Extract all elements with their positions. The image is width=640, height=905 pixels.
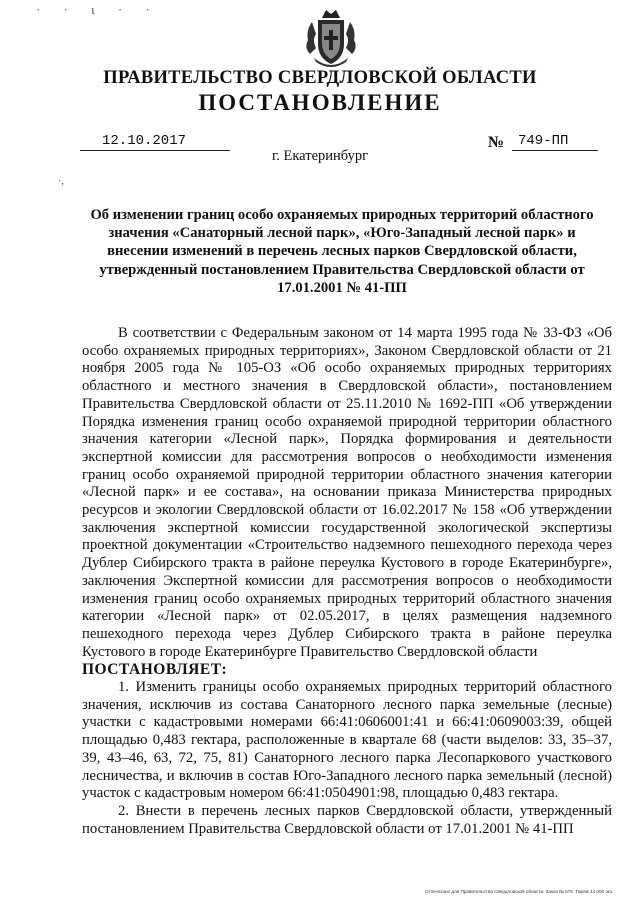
city: г. Екатеринбург (271, 148, 369, 164)
number-sign: № (488, 134, 505, 151)
item-1-paragraph: 1. Изменить границы особо охраняемых природных территорий областного значения, исключив из состава Санаторного лесного парка земельные (лесные) участки с кадастровыми номерами 66:41:0606001:41 и 66:41:0609003:39, общей площадью 0,483 гектара, расположенные в квартале 68 (части выделов: 33, 35–37, 39, 43–46, 63, 72, 75, 81) Санаторного лесного парка Лесопаркового участкового лесничества, и включив в состав Юго-Западного лесного парка земельный (лесной) участок с кадастровым номером 66:41:0504901:98, площадью 0,483 гектара. (82, 679, 612, 802)
print-footer: Отпечатано для Правительства Свердловской области. Заказ № 575. Тираж 14 000 экз. (425, 889, 614, 894)
document-date: 12.10.2017 (102, 133, 187, 149)
item-2-paragraph: 2. Внести в перечень лесных парков Свердловской области, утвержденный постановлением Правительства Свердловской области от 17.01.2001 № 41-ПП (82, 802, 612, 837)
coat-of-arms-icon (302, 8, 360, 70)
government-name: ПРАВИТЕЛЬСТВО СВЕРДЛОВСКОЙ ОБЛАСТИ (103, 68, 537, 88)
document-number: 749-ПП (518, 133, 569, 149)
margin-tick: ·, (58, 176, 64, 187)
resolves-heading: ПОСТАНОВЛЯЕТ: (82, 661, 228, 679)
margin-marks: · · ι · · (36, 2, 160, 17)
document-type: ПОСТАНОВЛЕНИЕ (198, 90, 442, 115)
document-title: Об изменении границ особо охраняемых природных территорий областного значения «Санаторный лесной парк», «Юго-Западный лесной парк» и внесении изменений в перечень лесных парков Свердловской области, утвержденный постановлением Правительства Свердловской области от 17.01.2001 № 41-ПП (90, 207, 594, 296)
preamble-paragraph: В соответствии с Федеральным законом от 14 марта 1995 года № 33-ФЗ «Об особо охраняемых природных территориях», Законом Свердловской области от 21 ноября 2005 года № 105-ОЗ «Об особо охраняемых природных территориях областного и местного значения в Свердловской области», постановлением Правительства Свердловской области от 25.11.2010 № 1692-ПП «Об утверждении Порядка изменения границ особо охраняемой природной территории областного значения категории «Лесной парк», Порядка формирования и деятельности экспертной комиссии для рассмотрения вопросов о необходимости изменения границ особо охраняемой природной территории областного значения категории «Лесной парк» и ее состава», на основании приказа Министерства природных ресурсов и экологии Свердловской области от 16.02.2017 № 158 «Об утверждении заключения экспертной комиссии государственной экологической экспертизы проектной документации «Строительство надземного пешеходного перехода через Дублер Сибирского тракта в районе переулка Кустового в городе Екатеринбурге», заключения Экспертной комиссии для рассмотрения вопросов о необходимости изменения границ особо охраняемых природных территорий областного значения категории «Лесной парк» от 02.05.2017, в целях размещения надземного пешеходного перехода через Дублер Сибирского тракта в районе переулка Кустового в городе Екатеринбурге Правительство Свердловской области (82, 325, 612, 660)
document-body (82, 325, 612, 838)
